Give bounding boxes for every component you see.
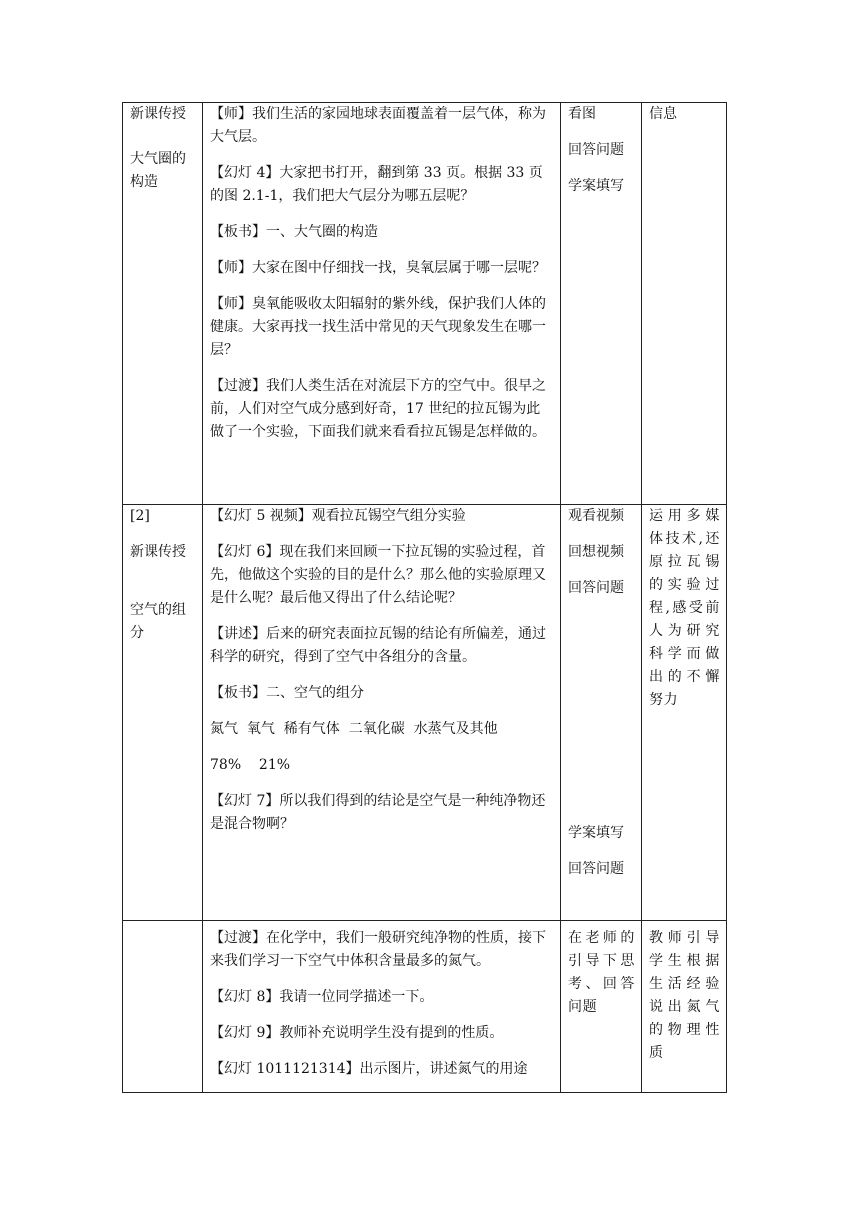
intent-cell (642, 103, 727, 505)
content-paragraph: 【幻灯 1011121314】出示图片，讲述氮气的用途 (210, 1061, 528, 1077)
activity-cell (561, 103, 642, 505)
stage-cell (123, 103, 203, 505)
stage-text: 新课传授 (130, 106, 186, 122)
stage-text: [2] (130, 508, 150, 524)
content-cell (203, 505, 561, 921)
stage-text: 空气的组分 (130, 602, 186, 641)
activity-text: 回答问题 (568, 142, 624, 158)
intent-text: 教师引导学生根据生活经验说出氮气的物理性质 (649, 930, 720, 1061)
table-row (123, 505, 727, 921)
content-paragraph: 【幻灯 9】教师补充说明学生没有提到的性质。 (210, 1025, 504, 1041)
activity-text: 学案填写 (568, 825, 624, 841)
content-paragraph: 【板书】二、空气的组分 (210, 685, 364, 701)
content-paragraph: 【讲述】后来的研究表面拉瓦锡的结论有所偏差，通过科学的研究，得到了空气中各组分的含量。 (210, 626, 546, 665)
stage-cell (123, 921, 203, 1093)
content-paragraph: 【幻灯 5 视频】观看拉瓦锡空气组分实验 (210, 508, 466, 524)
content-paragraph: 【师】臭氧能吸收太阳辐射的紫外线，保护我们人体的健康。大家再找一找生活中常见的天气现象发生在哪一层？ (210, 296, 546, 358)
activity-text: 学案填写 (568, 178, 624, 194)
intent-cell (642, 505, 727, 921)
table-row (123, 103, 727, 505)
activity-text: 回答问题 (568, 580, 624, 596)
activity-text: 看图 (568, 106, 596, 122)
content-paragraph: 【幻灯 4】大家把书打开，翻到第 33 页。根据 33 页的图 2.1-1，我们把大气层分为哪五层呢？ (210, 165, 543, 204)
content-paragraph: 【板书】一、大气圈的构造 (210, 224, 378, 240)
content-paragraph: 【幻灯 7】所以我们得到的结论是空气是一种纯净物还是混合物啊？ (210, 793, 546, 832)
activity-cell (561, 921, 642, 1093)
content-paragraph: 【师】大家在图中仔细找一找，臭氧层属于哪一层呢？ (210, 260, 546, 276)
content-paragraph: 【过渡】我们人类生活在对流层下方的空气中。很早之前，人们对空气成分感到好奇，17 世纪的拉瓦锡为此做了一个实验，下面我们就来看看拉瓦锡是怎样做的。 (210, 378, 546, 440)
intent-cell (642, 921, 727, 1093)
content-paragraph: 【过渡】在化学中，我们一般研究纯净物的性质，接下来我们学习一下空气中体积含量最多的氮气。 (210, 930, 546, 969)
activity-text: 在老师的引导下思考、回答问题 (568, 930, 635, 1015)
content-paragraph: 【幻灯 6】现在我们来回顾一下拉瓦锡的实验过程，首先，他做这个实验的目的是什么？那么他的实验原理又是什么呢？最后他又得出了什么结论呢？ (210, 544, 546, 606)
activity-text: 回想视频 (568, 544, 624, 560)
content-cell (203, 103, 561, 505)
stage-text: 大气圈的构造 (130, 151, 186, 190)
table-row (123, 921, 727, 1093)
activity-cell (561, 505, 642, 921)
activity-text: 回答问题 (568, 861, 624, 877)
activity-text: 观看视频 (568, 508, 624, 524)
stage-text: 新课传授 (130, 544, 186, 560)
intent-text: 信息 (649, 106, 677, 122)
stage-cell (123, 505, 203, 921)
content-paragraph: 氮气 氧气 稀有气体 二氧化碳 水蒸气及其他 (210, 721, 498, 737)
content-paragraph: 【师】我们生活的家园地球表面覆盖着一层气体，称为大气层。 (210, 106, 546, 145)
content-cell (203, 921, 561, 1093)
intent-text: 运用多媒体技术,还原拉瓦锡的实验过程,感受前人为研究科学而做出的不懈努力 (649, 508, 720, 708)
lesson-plan-table (122, 102, 727, 1093)
content-paragraph: 78% 21% (210, 757, 291, 773)
content-paragraph: 【幻灯 8】我请一位同学描述一下。 (210, 989, 434, 1005)
